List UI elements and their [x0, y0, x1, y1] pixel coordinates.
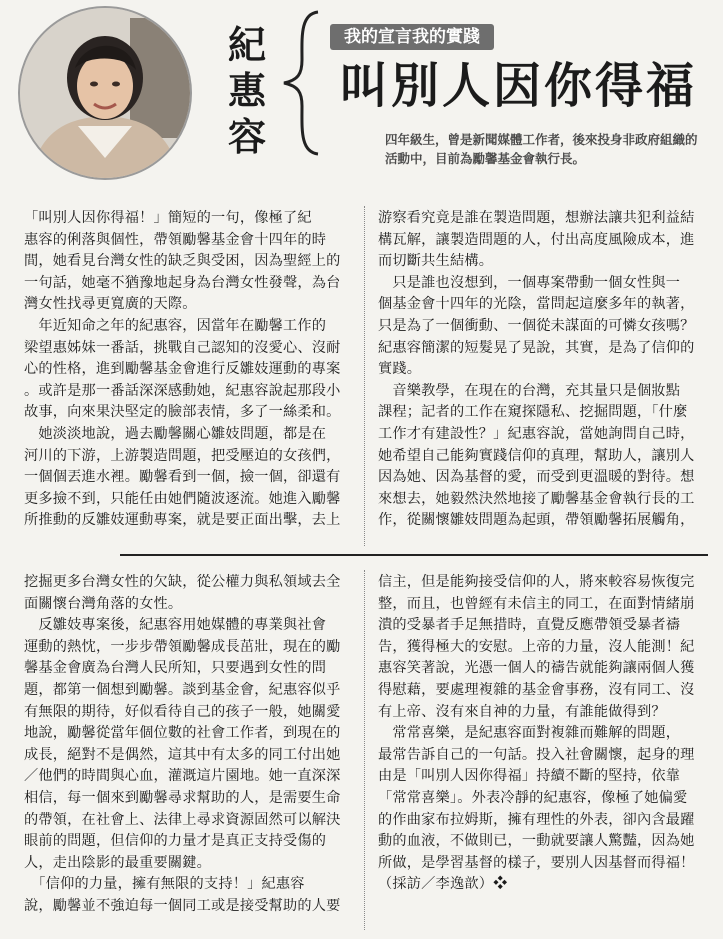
- text-line: 只是誰也沒想到，一個專案帶動一個女性與一: [378, 274, 681, 291]
- article-column-upper-left: [24, 208, 354, 532]
- curly-brace-ornament: [272, 8, 332, 158]
- article-column-upper-right: [378, 208, 708, 532]
- text-line: ／他們的時間與心血，灌溉這片園地。她一直深深: [24, 768, 341, 785]
- article-column-lower-left: [24, 572, 354, 918]
- text-line: 的帶領，在社會上、法律上尋求資源固然可以解決: [24, 811, 341, 828]
- text-line: 面關懷台灣角落的女性。: [24, 595, 183, 612]
- text-line: 馨基金會廣為台灣人民所知，只要遇到女性的問: [24, 660, 327, 677]
- text-line: 更多撿不到，只能任由她們隨波逐流。她進入勵馨: [24, 490, 341, 507]
- text-line: 惠容的俐落與個性，帶領勵馨基金會十四年的時: [24, 231, 327, 248]
- text-line: 整，而且，也曾經有未信主的同工，在面對情緒崩: [378, 595, 695, 612]
- text-line: 音樂教學，在現在的台灣，充其量只是個妝點: [378, 382, 681, 399]
- text-line: 工作才有建設性？」紀惠容說，當她詢問自己時，: [378, 425, 695, 442]
- text-line: 河川的下游，上游製造問題，把受壓迫的女孩們，: [24, 447, 341, 464]
- text-line: 「常常喜樂」。外表冷靜的紀惠容，像極了她偏愛: [378, 789, 688, 806]
- text-line: 由是「叫別人因你得福」持續不斷的堅持，依靠: [378, 768, 681, 785]
- author-bio: [385, 130, 705, 168]
- text-line: 題，都第一個想到勵馨。談到基金會，紀惠容似乎: [24, 681, 341, 698]
- column-divider: [364, 570, 365, 930]
- text-line: 而切斷共生結構。: [378, 253, 494, 270]
- text-line: 地說，勵馨從當年個位數的社會工作者，到現在的: [24, 725, 341, 742]
- headline: 叫別人因你得福: [340, 58, 698, 114]
- text-line: 一個個丟進水裡。勵馨看到一個，撿一個，卻還有: [24, 469, 341, 486]
- author-char: 紀: [227, 22, 266, 67]
- text-line: 最常告訴自己的一句話。投入社會關懷，起身的理: [378, 746, 695, 763]
- text-line: 挖掘更多台灣女性的欠缺，從公權力與私領域去全: [24, 574, 341, 590]
- text-line: 心的性格，進到勵馨基金會進行反雛妓運動的專案: [24, 361, 341, 378]
- text-line: 間，她看見台灣女性的缺乏與受困，因為聖經上的: [24, 253, 341, 270]
- text-line: 故事，向來果決堅定的臉部表情，多了一絲柔和。: [24, 404, 341, 421]
- text-line: 她希望自己能夠實踐信仰的真理，幫助人，讓別人: [378, 447, 695, 464]
- section-divider: [120, 554, 708, 556]
- text-line: 潰的受暴者手足無措時，直覺反應帶領受暴者禱: [378, 617, 681, 634]
- text-line: 「叫別人因你得福！」簡短的一句，像極了紀: [24, 210, 312, 226]
- byline: （採訪／李逸歆）❖: [378, 876, 508, 893]
- text-line: 個基金會十四年的光陰，當問起這麼多年的執著，: [378, 296, 695, 313]
- text-line: 得慰藉，要處理複雜的基金會事務，沒有同工、沒: [378, 681, 695, 698]
- author-char: 惠: [227, 68, 266, 113]
- text-line: 年近知命之年的紀惠容，因當年在勵馨工作的: [24, 317, 327, 334]
- text-line: 有無限的期待，好似看待自己的孩子一般，她關愛: [24, 703, 341, 720]
- text-line: 動的血液，不做則已，一動就要讓人驚豔，因為她: [378, 833, 695, 850]
- text-line: 的作曲家布拉姆斯，擁有理性的外表，卻內含最躍: [378, 811, 695, 828]
- text-line: 構瓦解，讓製造問題的人，付出高度風險成本，進: [378, 231, 695, 248]
- text-line: 常常喜樂，是紀惠容面對複雜而難解的問題，: [378, 725, 681, 742]
- text-line: 運動的熱忱，一步步帶領勵馨成長茁壯，現在的勵: [24, 638, 341, 655]
- text-line: 所做，是學習基督的樣子，要別人因基督而得福！: [378, 854, 695, 871]
- text-line: 實踐。: [378, 361, 422, 378]
- text-line: 作，從關懷雛妓問題為起頭，帶領勵馨拓展觸角，: [378, 512, 695, 529]
- text-line: 所推動的反雛妓運動專案，就是要正面出擊，去上: [24, 512, 341, 529]
- section-kicker: 我的宣言我的實踐: [330, 24, 494, 50]
- text-line: 來想去，她毅然決然地接了勵馨基金會執行長的工: [378, 490, 695, 507]
- author-name: [222, 22, 272, 160]
- article-column-lower-right: [378, 572, 708, 896]
- text-line: 相信，每一個來到勵馨尋求幫助的人，是需要生命: [24, 789, 341, 806]
- portrait-illustration: [20, 8, 190, 178]
- bio-line: 四年級生，曾是新聞媒體工作者，後來投身非政府組織的: [385, 132, 698, 147]
- text-line: 人，走出陰影的最重要關鍵。: [24, 854, 212, 871]
- text-line: 一句話，她毫不猶豫地起身為台灣女性發聲，為台: [24, 274, 341, 291]
- bio-line: 活動中，目前為勵馨基金會執行長。: [385, 151, 586, 166]
- text-line: 惠容笑著說，光憑一個人的禱告就能夠讓兩個人獲: [378, 660, 695, 677]
- column-divider: [364, 206, 365, 546]
- text-line: 游察看究竟是誰在製造問題，想辦法讓共犯利益結: [378, 210, 695, 226]
- text-line: 紀惠容簡潔的短髮晃了晃說，其實，是為了信仰的: [378, 339, 695, 356]
- text-line: 只是為了一個衝動、一個從未謀面的可憐女孩嗎？: [378, 317, 695, 334]
- text-line: 告，獲得極大的安慰。上帝的力量，沒人能測！紀: [378, 638, 695, 655]
- text-line: 反雛妓專案後，紀惠容用她媒體的專業與社會: [24, 617, 327, 634]
- author-char: 容: [227, 114, 266, 159]
- text-line: 「信仰的力量，擁有無限的支持！」紀惠容: [24, 876, 305, 893]
- text-line: 她淡淡地說，過去勵馨關心雛妓問題，都是在: [24, 425, 327, 442]
- text-line: 說，勵馨並不強迫每一個同工或是接受幫助的人要: [24, 897, 341, 914]
- author-portrait: [18, 6, 192, 180]
- text-line: 眼前的問題，但信仰的力量才是真正支持受傷的: [24, 833, 327, 850]
- text-line: 課程；記者的工作在窺探隱私、挖掘問題，「什麼: [378, 404, 688, 421]
- text-line: 灣女性找尋更寬廣的天際。: [24, 296, 197, 313]
- text-line: 。或許是那一番話深深感動她，紀惠容說起那段小: [24, 382, 341, 399]
- text-line: 成長，絕對不是偶然，這其中有太多的同工付出她: [24, 746, 341, 763]
- text-line: 梁望惠姊妹一番話，挑戰自己認知的沒愛心、沒耐: [24, 339, 341, 356]
- text-line: 因為她、因為基督的愛，而受到更溫暖的對待。想: [378, 469, 695, 486]
- text-line: 信主，但是能夠接受信仰的人，將來較容易恢復完: [378, 574, 695, 590]
- text-line: 有上帝、沒有來自神的力量，有誰能做得到？: [378, 703, 666, 720]
